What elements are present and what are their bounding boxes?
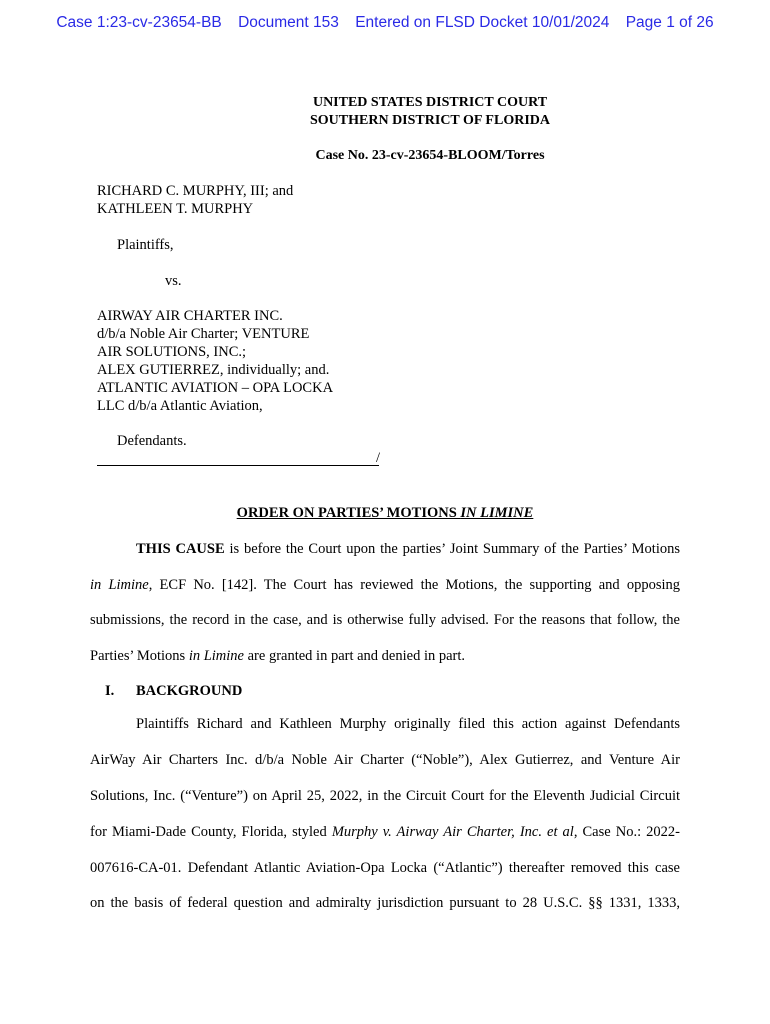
para1-line4-text-b: are granted in part and denied in part. [244, 648, 466, 664]
stamp-page: Page 1 of 26 [625, 14, 714, 31]
para1-line2 [90, 577, 680, 594]
defendant-line-4: ALEX GUTIERREZ, individually; and. [97, 362, 330, 378]
defendant-line-6: LLC d/b/a Atlantic Aviation, [97, 398, 263, 414]
this-cause: THIS CAUSE [136, 541, 225, 557]
para1-line1 [90, 541, 680, 558]
para2-line6: on the basis of federal question and admiralty jurisdiction pursuant to 28 U.S.C. §§ 1331, 1333, [90, 895, 680, 911]
case-number: Case No. 23-cv-23654-BLOOM/Torres [315, 148, 545, 163]
caption-rule [97, 465, 379, 466]
para1-line4 [90, 648, 680, 665]
para2-line4-text-b: , Case No.: 2022- [573, 824, 680, 840]
para2-line1: Plaintiffs Richard and Kathleen Murphy originally filed this action against Defendants [136, 716, 680, 732]
para2-line2: AirWay Air Charters Inc. d/b/a Noble Air Charter (“Noble”), Alex Gutierrez, and Venture Air [90, 752, 680, 768]
defendant-line-3: AIR SOLUTIONS, INC.; [97, 344, 247, 360]
court-name-line2: SOUTHERN DISTRICT OF FLORIDA [310, 113, 550, 128]
order-title [0, 505, 770, 522]
plaintiff-line-1: RICHARD C. MURPHY, III; and [97, 183, 294, 199]
versus: vs. [165, 273, 182, 289]
defendants-label: Defendants. [117, 433, 187, 449]
court-name-line1: UNITED STATES DISTRICT COURT [312, 95, 548, 110]
para1-line1-text: is before the Court upon the parties’ Joint Summary of the Parties’ Motions [224, 541, 681, 557]
case-style-italic: Murphy v. Airway Air Charter, Inc. et al [331, 824, 574, 840]
stamp-entered: Entered on FLSD Docket 10/01/2024 [355, 14, 610, 31]
in-limine-italic: in Limine [90, 577, 149, 593]
stamp-case-number: Case 1:23-cv-23654-BB [56, 14, 222, 31]
docket-stamp [0, 14, 770, 32]
defendant-line-1: AIRWAY AIR CHARTER INC. [97, 308, 283, 324]
caption-slash: / [376, 450, 381, 466]
para2-line4-text-a: for Miami-Dade County, Florida, styled [90, 824, 332, 840]
order-title-text: ORDER ON PARTIES’ MOTIONS [236, 505, 461, 521]
section-number: I. [105, 683, 115, 699]
order-title-italic: IN LIMINE [460, 505, 534, 521]
defendant-line-2: d/b/a Noble Air Charter; VENTURE [97, 326, 310, 342]
plaintiffs-label: Plaintiffs, [117, 237, 174, 253]
defendant-line-5: ATLANTIC AVIATION – OPA LOCKA [97, 380, 334, 396]
para1-line4-italic: in Limine [188, 648, 244, 664]
section-heading: BACKGROUND [136, 683, 243, 699]
para1-line3: submissions, the record in the case, and is otherwise fully advised. For the reasons that follow, the [90, 612, 680, 628]
para2-line4 [90, 824, 680, 841]
para1-line4-text-a: Parties’ Motions [90, 648, 189, 664]
stamp-document-number: Document 153 [238, 14, 339, 31]
para1-line2-text: , ECF No. [142]. The Court has reviewed the Motions, the supporting and opposing [148, 577, 681, 593]
para2-line3: Solutions, Inc. (“Venture”) on April 25, 2022, in the Circuit Court for the Eleventh Judicial Circuit [90, 788, 680, 804]
para2-line5: 007616-CA-01. Defendant Atlantic Aviation-Opa Locka (“Atlantic”) thereafter removed this case [90, 860, 680, 876]
plaintiff-line-2: KATHLEEN T. MURPHY [97, 201, 254, 217]
